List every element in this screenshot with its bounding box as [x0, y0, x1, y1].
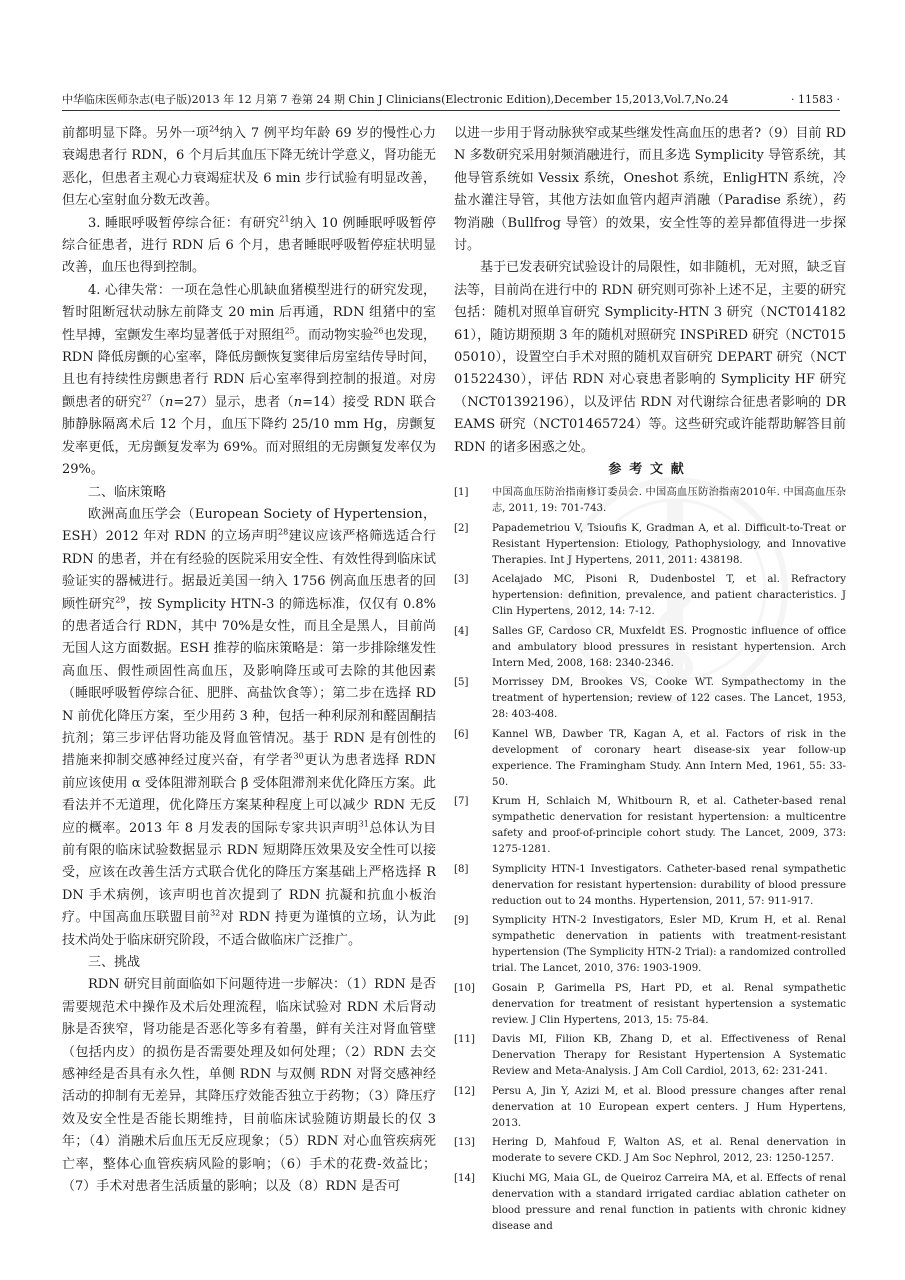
reference-text: Gosain P, Garimella PS, Hart PD, et al. Renal sympathetic denervation for treatment of resistant hypertension a systematic review. J Clin Hypertens, 2013, 15: 75-84. — [492, 982, 846, 1026]
reference-text: Morrissey DM, Brookes VS, Cooke WT. Sympathectomy in the treatment of hypertension; review of 122 cases. The Lancet, 1953, 28: 403-408. — [492, 677, 846, 720]
reference-text: Hering D, Mahfoud F, Walton AS, et al. Renal denervation in moderate to severe CKD. J Am Soc Nephrol, 2012, 23: 1250-1257. — [492, 1137, 846, 1164]
reference-number: [9] — [454, 915, 469, 926]
reference-text: Symplicity HTN-2 Investigators, Esler MD, Krum H, et al. Renal sympathetic denervation in patients with treatment-resistant hypertension (The Symplicity HTN-2 Trial): a randomized controlled trial. The Lancet, 2010, 376: 1903-1909. — [492, 915, 846, 974]
reference-number: [1] — [454, 487, 469, 498]
section-heading-clinical-strategy: 二、临床策略 — [88, 484, 167, 500]
reference-text: Kannel WB, Dawber TR, Kagan A, et al. Factors of risk in the development of coronary heart disease-six year follow-up experience. The Framingham Study. Ann Intern Med, 1961, 55: 33-50. — [492, 728, 846, 788]
right-column — [454, 123, 846, 1268]
reference-item — [454, 572, 846, 620]
reference-number: [6] — [454, 728, 469, 740]
reference-item — [454, 485, 846, 517]
paragraph-challenges-continued: 以进一步用于肾动脉狭窄或某些继发性高血压的患者?（9）目前 RDN 多数研究采用射频消融进行，而且多选 Symplicity 导管系统，其他导管系统如 Vessix 系统，Oneshot 系统，EnligHTN 系统，冷盐水灌注导管，其他方法如血管内超声消融（Paradise 系统），药物消融（Bullfrog 导管）的效果，安全性等的差异都值得进一步探讨。 — [454, 126, 846, 254]
page-number: · 11583 · — [791, 93, 840, 106]
section-heading-challenges: 三、挑战 — [88, 955, 141, 971]
reference-text: Krum H, Schlaich M, Whitbourn R, et al. Catheter-based renal sympathetic denervation for resistant hypertension: a multicentre safety and proof-of-principle cohort study. The Lancet, 2009, 373: 1275-1281. — [492, 796, 846, 855]
reference-number: [13] — [454, 1137, 475, 1148]
reference-number: [3] — [454, 574, 469, 585]
reference-item — [454, 862, 846, 910]
paragraph-ongoing-trials: 基于已发表研究试验设计的局限性，如非随机，无对照，缺乏盲法等，目前尚在进行中的 RDN 研究则可弥补上述不足，主要的研究包括：随机对照单盲研究 Symplicity-HTN 3 研究（NCT01418261），随访期预期 3 年的随机对照研究 INSPiRED 研究（NCT01505010），设置空白手术对照的随机双盲研究 DEPART 研究（NCT01522430），评估 RDN 对心衰患者影响的 Symplicity HF 研究（NCT01392196），以及评估 RDN 对代谢综合征患者影响的 DREAMS 研究（NCT01465724）等。这些研究或许能帮助解答目前 RDN 的诸多困惑之处。 — [454, 260, 846, 455]
paragraph-esh-strategy: 欧洲高血压学会（European Society of Hypertension，ESH）2012 年对 RDN 的立场声明$^{28}$建议应该严格筛选适合行 RDN 的患者，并在有经验的医院采用安全性、有效性得到临床试验证实的器械进行。据最近美国一纳入 1756 例高血压患者的回顾性研究$^{29}$，按 Symplicity HTN-3 的筛选标准，仅仅有 0.8%的患者适合行 RDN，其中 70%是女性，而且全是黑人，目前尚无国人这方面数据。ESH 推荐的临床策略是：第一步排除继发性高血压、假性顽固性高血压，及影响降压或可去除的其他因素（睡眠呼吸暂停综合征、肥胖、高盐饮食等）；第二步在选择 RDN 前优化降压方案，至少用药 3 种，包括一种利尿剂和醛固酮拮抗剂；第三步评估肾功能及肾血管情况。基于 RDN 是有创性的措施来抑制交感神经过度兴奋，有学者$^{30}$更认为患者选择 RDN 前应该使用 α 受体阻滞剂联合 β 受体阻滞剂来优化降压方案。此看法并不无道理，优化降压方案某种程度上可以减少 RDN 无反应的概率。2013 年 8 月发表的国际专家共识声明$^{31}$总体认为目前有限的临床试验数据显示 RDN 短期降压效果及安全性可以接受，应该在改善生活方式联合优化的降压方案基础上严格选择 RDN 手术病例，该声明也首次提到了 RDN 抗凝和抗血小板治疗。中国高血压联盟目前$^{32}$对 RDN 持更为谨慎的立场，认为此技术尚处于临床研究阶段，不适合做临床广泛推广。 — [62, 506, 436, 948]
reference-item — [454, 981, 846, 1029]
paragraph-heart-failure: 前都明显下降。另外一项$^{24}$纳入 7 例平均年龄 69 岁的慢性心力衰竭患者行 RDN，6 个月后其血压下降无统计学意义，肾功能无恶化，但患者主观心力衰竭症状及 6 min 步行试验有明显改善，但左心室射血分数无改善。 — [62, 124, 436, 209]
reference-number: [8] — [454, 863, 469, 875]
reference-item — [454, 913, 846, 977]
reference-number: [5] — [454, 677, 469, 688]
left-column — [62, 123, 436, 1268]
reference-item — [454, 1084, 846, 1132]
paragraph-challenges: RDN 研究目前面临如下问题待进一步解决：（1）RDN 是否需要规范术中操作及术后处理流程，临床试验对 RDN 术后肾动脉是否狭窄，肾功能是否恶化等多有着墨，鲜有关注对肾血管壁（包括内皮）的损伤是否需要处理及如何处理；（2）RDN 去交感神经是否具有永久性，单侧 RDN 与双侧 RDN 对肾交感神经活动的抑制有无差异，其降压疗效能否独立于药物；（3）降压疗效及安全性是否能长期维持，目前临床试验随访期最长的仅 3 年；（4）消融术后血压无反应现象；（5）RDN 对心血管疾病死亡率，整体心血管疾病风险的影响；（6）手术的花费-效益比；（7）手术对患者生活质量的影响；以及（8）RDN 是否可 — [62, 977, 436, 1195]
reference-number: [7] — [454, 796, 469, 807]
reference-text: Persu A, Jin Y, Azizi M, et al. Blood pressure changes after renal denervation at 10 European expert centers. J Hum Hypertens, 2013. — [492, 1085, 846, 1129]
reference-number: [14] — [454, 1172, 475, 1184]
reference-text: Acelajado MC, Pisoni R, Dudenbostel T, et al. Refractory hypertension: definition, prevalence, and patient characteristics. J Clin Hypertens, 2012, 14: 7-12. — [492, 574, 846, 617]
reference-item — [454, 727, 846, 791]
reference-item — [454, 521, 846, 569]
reference-text: Symplicity HTN-1 Investigators. Catheter-based renal sympathetic denervation for resistant hypertension: durability of blood pressure reduction out to 24 months. Hypertension, 2011, 57: 911-917. — [492, 863, 846, 907]
reference-number: [12] — [454, 1085, 475, 1097]
reference-text: Papademetriou V, Tsioufis K, Gradman A, et al. Difficult-to-Treat or Resistant Hypertension: Etiology, Pathophysiology, and Innovative Therapies. Int J Hypertens, 2011, 2011: 438198. — [492, 522, 846, 566]
references-heading: 参考文献 — [608, 462, 692, 478]
paragraph-arrhythmia: 4. 心律失常：一项在急性心肌缺血猪模型进行的研究发现，暂时阻断冠状动脉左前降支 20 min 后再通，RDN 组猪中的室性早搏，室颤发生率均显著低于对照组$^{25}$。而动物实验$^{26}$也发现，RDN 降低房颤的心室率，降低房颤恢复窦律后房室结传导时间，且也有持续性房颤患者行 RDN 后心室率得到控制的报道。对房颤患者的研究$^{27}$（n=27）显示，患者（n=14）接受 RDN 联合肺静脉隔离术后 12 个月，血压下降约 25/10 mm Hg，房颤复发率更低，无房颤复发率为 69%。而对照组的无房颤复发率仅为 29%。 — [62, 282, 436, 478]
paragraph-sleep-apnea: 3. 睡眠呼吸暂停综合征：有研究$^{21}$纳入 10 例睡眠呼吸暂停综合征患者，进行 RDN 后 6 个月，患者睡眠呼吸暂停症状明显改善，血压也得到控制。 — [62, 214, 436, 276]
reference-item — [454, 1171, 846, 1235]
reference-item — [454, 1032, 846, 1080]
reference-item — [454, 794, 846, 858]
reference-text: Davis MI, Filion KB, Zhang D, et al. Effectiveness of Renal Denervation Therapy for Resistant Hypertension A Systematic Review and Meta-Analysis. J Am Coll Cardiol, 2013, 62: 231-241. — [492, 1034, 846, 1077]
reference-number: [2] — [454, 522, 469, 534]
reference-text: 中国高血压防治指南修订委员会. 中国高血压防治指南2010年. 中国高血压杂志, 2011, 19: 701-743. — [492, 487, 846, 514]
reference-item — [454, 624, 846, 672]
reference-number: [4] — [454, 625, 469, 637]
running-header — [62, 92, 840, 111]
reference-list — [454, 485, 846, 1235]
reference-item — [454, 675, 846, 723]
journal-citation: 中华临床医师杂志(电子版)2013 年 12 月第 7 卷第 24 期 Chin J Clinicians(Electronic Edition),December 15,2013,Vol.7,No.24 — [62, 93, 729, 106]
reference-number: [10] — [454, 982, 475, 994]
reference-text: Salles GF, Cardoso CR, Muxfeldt ES. Prognostic influence of office and ambulatory blood pressures in resistant hypertension. Arch Intern Med, 2008, 168: 2340-2346. — [492, 625, 846, 669]
reference-item — [454, 1135, 846, 1167]
reference-text: Kiuchi MG, Maia GL, de Queiroz Carreira MA, et al. Effects of renal denervation with a standard irrigated cardiac ablation catheter on blood pressure and renal function in patients with chronic kidney disease and — [492, 1172, 846, 1232]
reference-number: [11] — [454, 1034, 475, 1045]
